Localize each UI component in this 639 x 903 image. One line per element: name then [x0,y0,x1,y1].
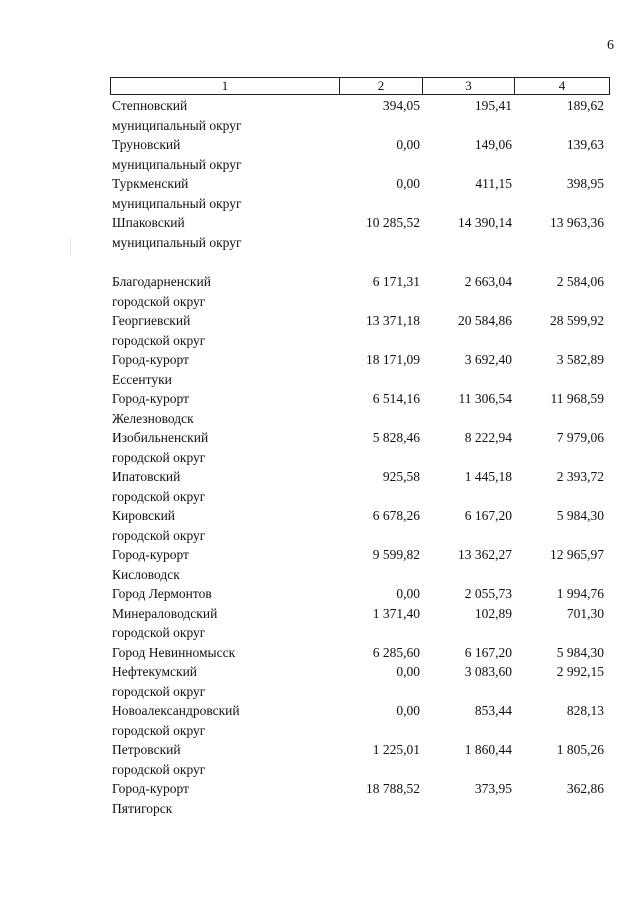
row-value-col3: 373,95 [474,781,512,796]
row-value-col4: 7 979,06 [556,430,604,445]
table-row [110,428,610,467]
row-name-line1: Кировский [112,508,176,523]
row-name-line2: муниципальный округ [112,234,242,250]
row-value-col4: 701,30 [566,605,604,621]
row-value-col4: 13 963,36 [550,215,604,230]
row-name-line1: Город-курорт [112,781,189,796]
row-value-col3: 13 362,27 [458,547,512,562]
row-value-col4: 398,95 [566,176,604,191]
row-name-line1: Благодарненский [112,274,211,289]
row-name [110,174,339,213]
row-name-line2: городской округ [112,625,206,640]
row-name [110,389,339,428]
row-value-col3: 853,44 [474,703,512,718]
row-name-line1: Город Невинномысск [112,644,236,660]
table-row [110,584,610,604]
row-name-line2: Кисловодск [112,566,180,582]
row-name-line2: городской округ [112,683,206,699]
row-name [110,506,339,545]
row-value-col2: 18 171,09 [366,352,420,367]
row-value-col3: 6 167,20 [464,644,512,660]
row-name-line2: муниципальный округ [112,117,242,133]
row-value-col2: 10 285,52 [366,215,420,230]
row-name [110,96,339,135]
table-row [110,135,610,174]
row-value-col2: 0,00 [396,176,420,191]
row-name [110,779,339,818]
table-body [110,96,610,818]
row-name-line1: Труновский [112,137,181,152]
row-name [110,213,339,252]
row-value-col4: 2 584,06 [556,274,604,289]
row-name [110,662,339,701]
row-value-col4: 362,86 [566,781,604,796]
row-value-col4: 12 965,97 [550,547,604,562]
header-col-3: 3 [423,78,515,94]
row-value-col2: 6 514,16 [372,391,420,406]
table-row [110,701,610,740]
row-name-line2: городской округ [112,761,206,777]
row-value-col4: 139,63 [566,137,604,152]
row-value-col3: 14 390,14 [458,215,512,230]
table-row [110,662,610,701]
row-value-col2: 0,00 [396,586,420,601]
row-name [110,428,339,467]
row-name-line1: Шпаковский [112,215,185,230]
row-name-line2: Пятигорск [112,800,173,816]
page-number: 6 [607,38,614,53]
table-row [110,740,610,779]
row-value-col4: 828,13 [566,703,604,718]
table-row [110,779,610,818]
row-name [110,311,339,350]
row-name [110,604,339,643]
row-value-col3: 1 445,18 [464,469,512,484]
row-value-col3: 11 306,54 [458,391,512,406]
row-name-line2: Железноводск [112,410,194,426]
row-name-line1: Город-курорт [112,547,189,562]
row-value-col4: 1 805,26 [556,742,604,757]
table-row [110,643,610,663]
row-name-line1: Город-курорт [112,352,189,367]
table-row [110,467,610,506]
row-value-col3: 2 055,73 [464,586,512,601]
row-value-col4: 5 984,30 [556,508,604,523]
row-name [110,467,339,506]
row-name-line1: Нефтекумский [112,664,198,679]
row-name-line1: Туркменский [112,176,189,191]
row-value-col2: 6 678,26 [372,508,420,523]
scan-artifact [70,238,71,256]
row-value-col3: 3 692,40 [464,352,512,367]
row-value-col3: 102,89 [474,605,512,621]
row-name-line2: городской округ [112,449,206,465]
row-name [110,272,339,311]
row-value-col2: 925,58 [382,469,420,484]
row-name-line1: Новоалександровский [112,703,240,718]
row-name [110,643,339,663]
row-name-line2: муниципальный округ [112,195,242,211]
row-value-col3: 149,06 [474,137,512,152]
row-value-col3: 411,15 [475,176,512,191]
row-name-line1: Ипатовский [112,469,181,484]
row-value-col3: 2 663,04 [464,274,512,289]
row-name-line1: Петровский [112,742,181,757]
row-value-col3: 1 860,44 [464,742,512,757]
row-name [110,701,339,740]
row-value-col2: 6 171,31 [372,274,420,289]
row-value-col3: 20 584,86 [458,313,512,328]
row-value-col2: 394,05 [382,98,420,113]
row-value-col2: 0,00 [396,703,420,718]
row-value-col4: 2 992,15 [556,664,604,679]
row-value-col2: 0,00 [396,664,420,679]
row-value-col2: 1 225,01 [372,742,420,757]
row-value-col2: 6 285,60 [372,644,420,660]
row-name-line1: Город-курорт [112,391,189,406]
row-value-col2: 18 788,52 [366,781,420,796]
row-value-col2: 13 371,18 [366,313,420,328]
row-name-line2: Ессентуки [112,371,172,387]
table-row [110,389,610,428]
table-row [110,506,610,545]
table-row [110,174,610,213]
row-value-col4: 189,62 [566,98,604,113]
row-value-col4: 3 582,89 [556,352,604,367]
row-value-col3: 8 222,94 [464,430,512,445]
row-name-line2: городской округ [112,488,206,504]
row-name-line2: городской округ [112,293,206,309]
row-value-col2: 5 828,46 [372,430,420,445]
row-name [110,545,339,584]
row-value-col3: 195,41 [474,98,512,113]
row-value-col2: 0,00 [396,137,420,152]
row-name [110,350,339,389]
row-value-col2: 1 371,40 [372,605,420,621]
row-name-line1: Степновский [112,98,188,113]
header-col-4: 4 [558,78,566,93]
row-name-line1: Изобильненский [112,430,209,445]
row-value-col4: 28 599,92 [550,313,604,328]
table-row [110,545,610,584]
row-value-col3: 3 083,60 [464,664,512,679]
row-value-col4: 5 984,30 [556,644,604,660]
table-row [110,604,610,643]
header-col-2: 2 [340,78,423,94]
row-name [110,584,339,604]
row-name [110,135,339,174]
row-name-line1: Георгиевский [112,313,191,328]
row-name-line2: городской округ [112,332,206,348]
table-header [110,77,610,95]
row-value-col2: 9 599,82 [372,547,420,562]
row-value-col4: 2 393,72 [556,469,604,484]
row-name [110,740,339,779]
table-row [110,272,610,311]
table-row [110,96,610,135]
row-name-line1: Город Лермонтов [112,586,212,601]
table-row [110,350,610,389]
table-row [110,213,610,252]
row-name-line2: городской округ [112,722,206,738]
header-col-1: 1 [111,78,340,94]
row-value-col3: 6 167,20 [464,508,512,523]
row-name-line2: городской округ [112,527,206,543]
table-row [110,311,610,350]
row-name-line1: Минераловодский [112,605,218,621]
row-name-line2: муниципальный округ [112,156,242,172]
row-value-col4: 1 994,76 [556,586,604,601]
row-value-col4: 11 968,59 [550,391,604,406]
